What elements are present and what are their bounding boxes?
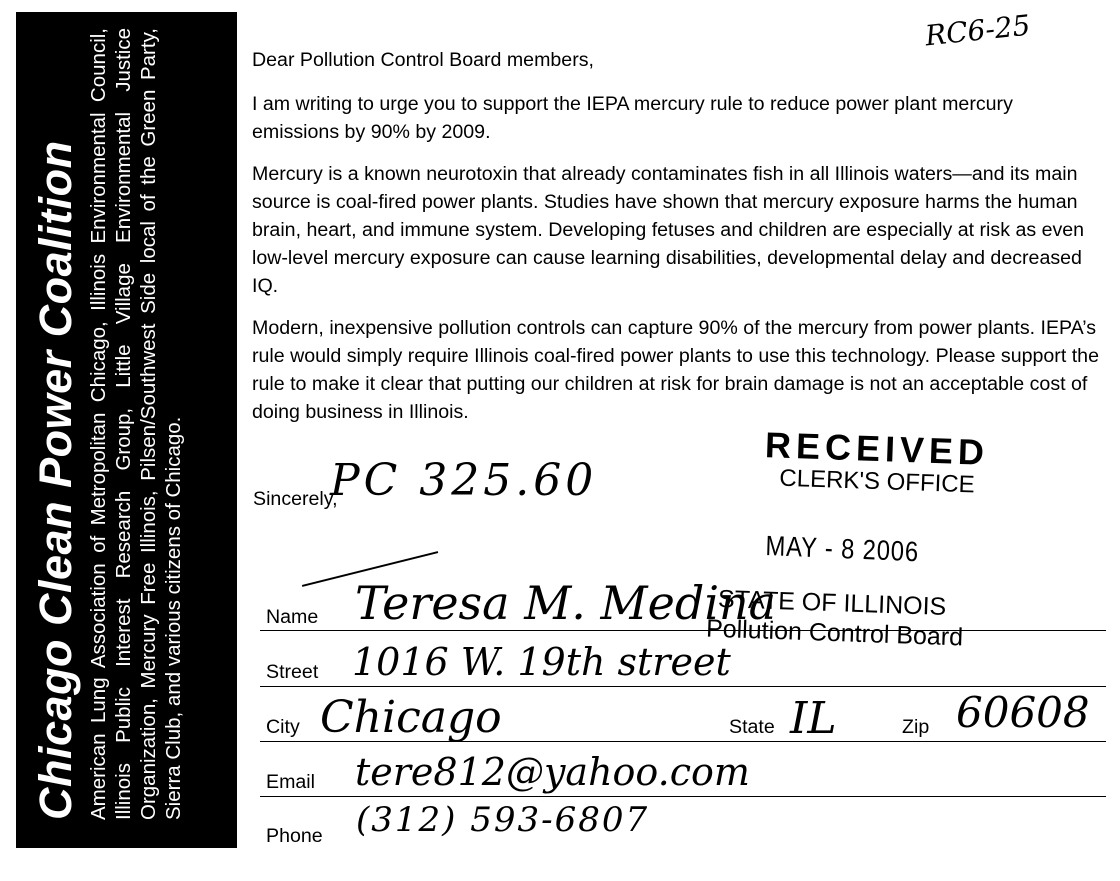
paragraph-2: Mercury is a known neurotoxin that already contaminates fish in all Illinois waters—and its main source is coal-fired power plants. Studies have shown that mercury exposure harms the human brain, heart, and immune system. Developing fetuses and children are especially at risk as even low-level mercury exposure can cause learning disabilities, developmental delay and decreased IQ. — [252, 163, 1085, 297]
paragraph-3: Modern, inexpensive pollution controls can capture 90% of the mercury from power plants. IEPA’s rule would simply require Illinois coal-fired power plants to use this technology. Please support the rule to make it clear that putting our children at risk for brain damage is not an acceptable cost of doing business in Illinois. — [252, 317, 1099, 423]
stamp-received-text: RECEIVED — [764, 424, 990, 473]
received-stamp — [732, 424, 1022, 499]
email-label: Email — [266, 771, 315, 793]
city-label: City — [266, 716, 300, 738]
city-value: Chicago — [320, 692, 502, 743]
street-value: 1016 W. 19th street — [352, 640, 731, 684]
paragraph-1: I am writing to urge you to support the IEPA mercury rule to reduce power plant mercury emissions by 90% by 2009. — [252, 93, 1013, 143]
stamp-date: MAY - 8 2006 — [765, 530, 920, 568]
state-value: IL — [790, 693, 837, 744]
handwritten-docket-amount: PC 325.60 — [330, 455, 598, 506]
phone-value: (312) 593-6807 — [356, 800, 650, 840]
corner-docket-note: RC6-25 — [923, 8, 1032, 53]
stamp-board: Pollution Control Board — [705, 614, 964, 652]
street-label: Street — [266, 661, 319, 683]
phone-label: Phone — [266, 825, 323, 847]
stamp-office-text: CLERK'S OFFICE — [778, 464, 976, 499]
email-line — [260, 796, 1106, 797]
email-value: tere812@yahoo.com — [355, 750, 750, 794]
signoff: Sincerely, — [253, 488, 338, 510]
street-line — [260, 686, 1106, 687]
state-label: State — [729, 716, 775, 738]
sidebar-rotated-content — [16, 12, 237, 848]
city-line — [260, 741, 1106, 742]
coalition-title: Chicago Clean Power Coalition — [30, 140, 81, 820]
name-label: Name — [266, 606, 319, 628]
name-line — [260, 630, 1106, 631]
name-value: Teresa M. Medina — [355, 576, 777, 630]
salutation: Dear Pollution Control Board members, — [252, 49, 594, 71]
zip-value: 60608 — [956, 688, 1090, 737]
coalition-members: American Lung Association of Metropolitan Chicago, Illinois Environmental Council, Illinois Public Interest Research Group, Little Village Environmental Justice Organization, Mercury Free Illinois, Pilsen/Southwest Side local of the Green Party, Sierra Club, and various citizens of Chicago. — [87, 28, 185, 820]
zip-label: Zip — [902, 716, 930, 738]
letter-body — [252, 46, 1104, 440]
coalition-sidebar — [16, 12, 237, 848]
stamp-state: STATE OF ILLINOIS — [717, 585, 947, 621]
